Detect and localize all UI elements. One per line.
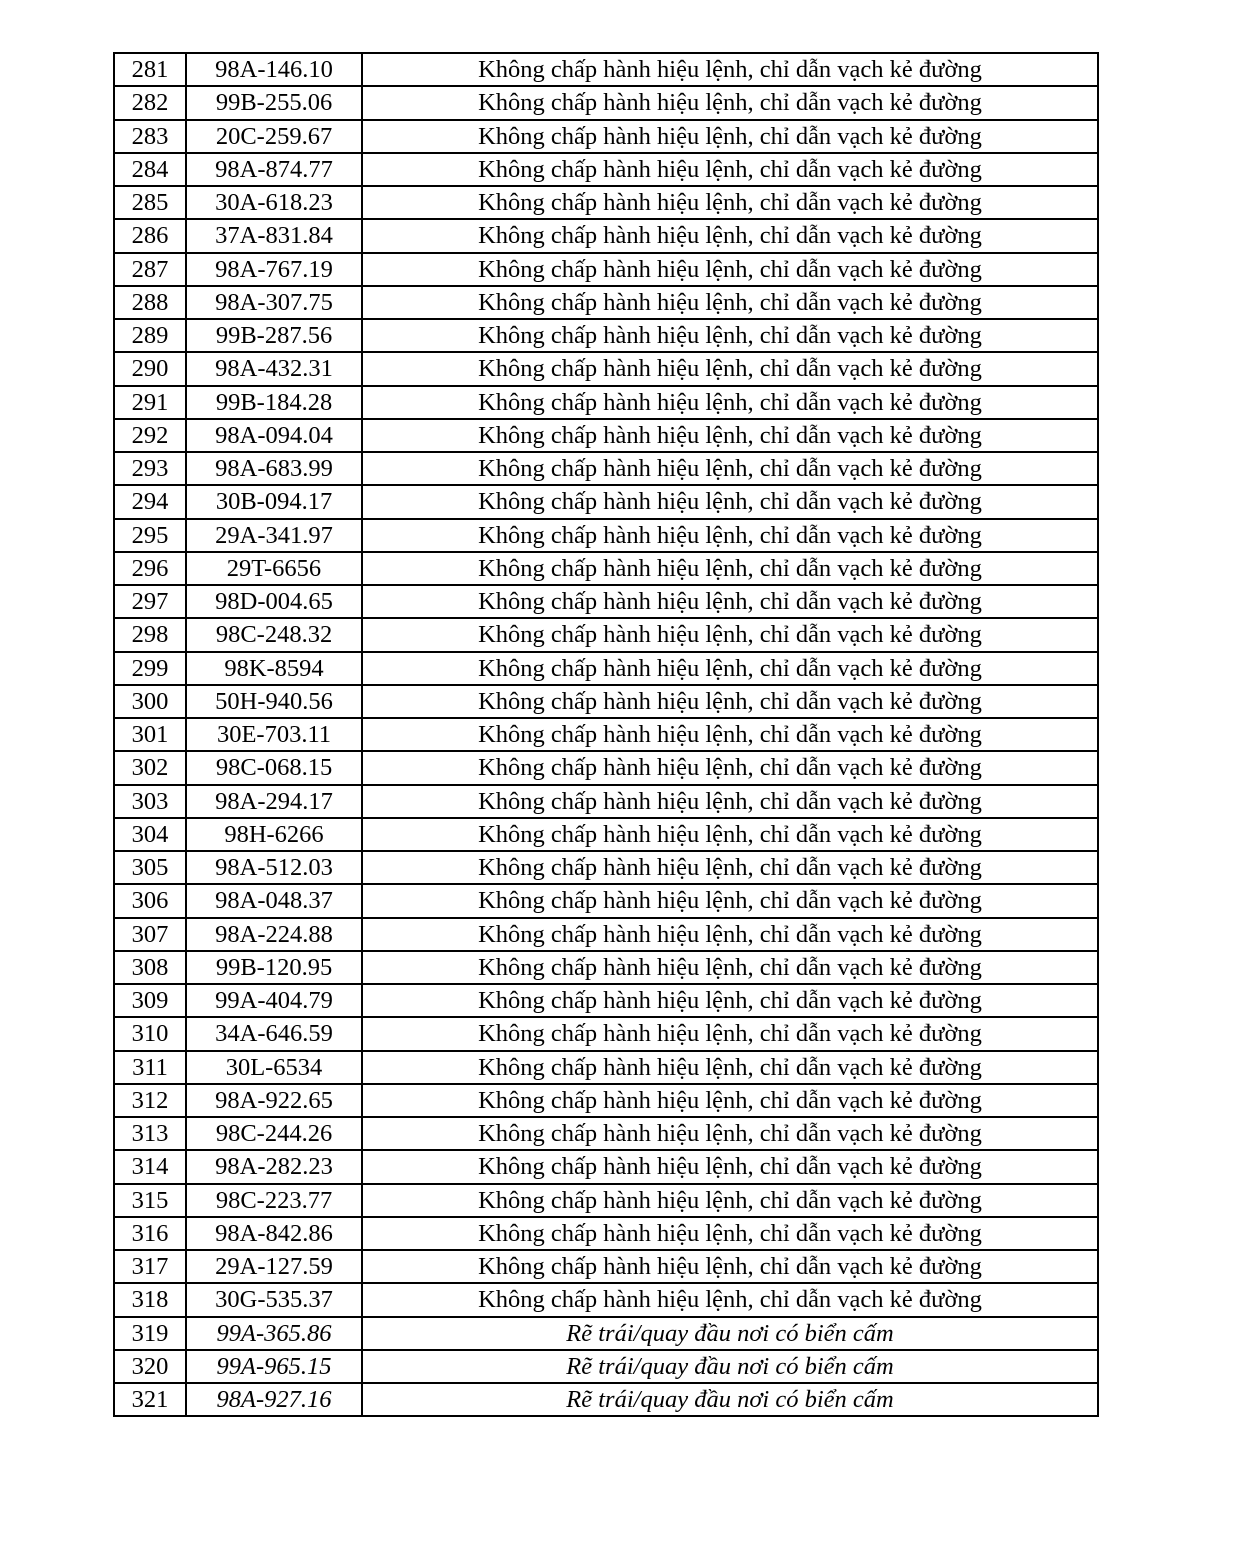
row-number-cell: 298 <box>114 618 186 651</box>
violation-cell: Không chấp hành hiệu lệnh, chỉ dẫn vạch kẻ đường <box>362 1217 1098 1250</box>
license-plate-cell: 50H-940.56 <box>186 685 362 718</box>
license-plate-cell: 20C-259.67 <box>186 120 362 153</box>
row-number-cell: 294 <box>114 485 186 518</box>
row-number-cell: 301 <box>114 718 186 751</box>
violation-cell: Rẽ trái/quay đầu nơi có biển cấm <box>362 1383 1098 1416</box>
row-number-cell: 309 <box>114 984 186 1017</box>
table-row <box>114 219 1098 252</box>
row-number-cell: 312 <box>114 1084 186 1117</box>
violation-cell: Không chấp hành hiệu lệnh, chỉ dẫn vạch kẻ đường <box>362 186 1098 219</box>
table-row <box>114 1350 1098 1383</box>
row-number-cell: 308 <box>114 951 186 984</box>
table-row <box>114 1117 1098 1150</box>
license-plate-cell: 98A-294.17 <box>186 785 362 818</box>
row-number-cell: 282 <box>114 86 186 119</box>
license-plate-cell: 99B-255.06 <box>186 86 362 119</box>
table-row <box>114 1250 1098 1283</box>
violation-cell: Không chấp hành hiệu lệnh, chỉ dẫn vạch kẻ đường <box>362 1117 1098 1150</box>
violation-cell: Không chấp hành hiệu lệnh, chỉ dẫn vạch kẻ đường <box>362 153 1098 186</box>
row-number-cell: 317 <box>114 1250 186 1283</box>
violation-cell: Không chấp hành hiệu lệnh, chỉ dẫn vạch kẻ đường <box>362 552 1098 585</box>
license-plate-cell: 30E-703.11 <box>186 718 362 751</box>
violation-cell: Rẽ trái/quay đầu nơi có biển cấm <box>362 1317 1098 1350</box>
license-plate-cell: 98A-282.23 <box>186 1150 362 1183</box>
row-number-cell: 296 <box>114 552 186 585</box>
violation-cell: Không chấp hành hiệu lệnh, chỉ dẫn vạch kẻ đường <box>362 253 1098 286</box>
row-number-cell: 315 <box>114 1184 186 1217</box>
violation-cell: Không chấp hành hiệu lệnh, chỉ dẫn vạch kẻ đường <box>362 918 1098 951</box>
table-row <box>114 53 1098 86</box>
row-number-cell: 302 <box>114 751 186 784</box>
table-row <box>114 452 1098 485</box>
table-row <box>114 186 1098 219</box>
row-number-cell: 316 <box>114 1217 186 1250</box>
license-plate-cell: 98A-432.31 <box>186 352 362 385</box>
row-number-cell: 304 <box>114 818 186 851</box>
table-row <box>114 785 1098 818</box>
violation-cell: Rẽ trái/quay đầu nơi có biển cấm <box>362 1350 1098 1383</box>
row-number-cell: 291 <box>114 386 186 419</box>
row-number-cell: 306 <box>114 884 186 917</box>
violation-cell: Không chấp hành hiệu lệnh, chỉ dẫn vạch kẻ đường <box>362 1150 1098 1183</box>
row-number-cell: 307 <box>114 918 186 951</box>
license-plate-cell: 98A-094.04 <box>186 419 362 452</box>
license-plate-cell: 98C-068.15 <box>186 751 362 784</box>
table-row <box>114 253 1098 286</box>
table-row <box>114 1317 1098 1350</box>
row-number-cell: 292 <box>114 419 186 452</box>
table-row <box>114 1150 1098 1183</box>
license-plate-cell: 99A-965.15 <box>186 1350 362 1383</box>
violation-cell: Không chấp hành hiệu lệnh, chỉ dẫn vạch kẻ đường <box>362 352 1098 385</box>
license-plate-cell: 30G-535.37 <box>186 1283 362 1316</box>
table-row <box>114 419 1098 452</box>
table-row <box>114 1217 1098 1250</box>
license-plate-cell: 98A-683.99 <box>186 452 362 485</box>
row-number-cell: 286 <box>114 219 186 252</box>
table-row <box>114 718 1098 751</box>
license-plate-cell: 98A-224.88 <box>186 918 362 951</box>
table-row <box>114 585 1098 618</box>
table-row <box>114 552 1098 585</box>
row-number-cell: 319 <box>114 1317 186 1350</box>
row-number-cell: 311 <box>114 1051 186 1084</box>
violation-cell: Không chấp hành hiệu lệnh, chỉ dẫn vạch kẻ đường <box>362 53 1098 86</box>
table-row <box>114 153 1098 186</box>
row-number-cell: 305 <box>114 851 186 884</box>
license-plate-cell: 34A-646.59 <box>186 1017 362 1050</box>
table-row <box>114 984 1098 1017</box>
license-plate-cell: 98H-6266 <box>186 818 362 851</box>
license-plate-cell: 29A-341.97 <box>186 519 362 552</box>
violation-cell: Không chấp hành hiệu lệnh, chỉ dẫn vạch kẻ đường <box>362 1250 1098 1283</box>
table-row <box>114 352 1098 385</box>
row-number-cell: 321 <box>114 1383 186 1416</box>
row-number-cell: 320 <box>114 1350 186 1383</box>
violation-cell: Không chấp hành hiệu lệnh, chỉ dẫn vạch kẻ đường <box>362 1084 1098 1117</box>
table-row <box>114 1283 1098 1316</box>
row-number-cell: 300 <box>114 685 186 718</box>
table-row <box>114 951 1098 984</box>
row-number-cell: 295 <box>114 519 186 552</box>
license-plate-cell: 99B-287.56 <box>186 319 362 352</box>
violation-cell: Không chấp hành hiệu lệnh, chỉ dẫn vạch kẻ đường <box>362 818 1098 851</box>
violation-cell: Không chấp hành hiệu lệnh, chỉ dẫn vạch kẻ đường <box>362 519 1098 552</box>
violations-table <box>113 52 1099 1417</box>
table-body <box>114 53 1098 1416</box>
license-plate-cell: 30A-618.23 <box>186 186 362 219</box>
license-plate-cell: 98C-244.26 <box>186 1117 362 1150</box>
row-number-cell: 313 <box>114 1117 186 1150</box>
violation-cell: Không chấp hành hiệu lệnh, chỉ dẫn vạch kẻ đường <box>362 618 1098 651</box>
row-number-cell: 284 <box>114 153 186 186</box>
row-number-cell: 287 <box>114 253 186 286</box>
table-row <box>114 485 1098 518</box>
row-number-cell: 288 <box>114 286 186 319</box>
table-row <box>114 851 1098 884</box>
violation-cell: Không chấp hành hiệu lệnh, chỉ dẫn vạch kẻ đường <box>362 785 1098 818</box>
violation-cell: Không chấp hành hiệu lệnh, chỉ dẫn vạch kẻ đường <box>362 1184 1098 1217</box>
row-number-cell: 293 <box>114 452 186 485</box>
row-number-cell: 303 <box>114 785 186 818</box>
violation-cell: Không chấp hành hiệu lệnh, chỉ dẫn vạch kẻ đường <box>362 851 1098 884</box>
table-row <box>114 1184 1098 1217</box>
license-plate-cell: 29T-6656 <box>186 552 362 585</box>
table-row <box>114 918 1098 951</box>
violation-cell: Không chấp hành hiệu lệnh, chỉ dẫn vạch kẻ đường <box>362 86 1098 119</box>
row-number-cell: 285 <box>114 186 186 219</box>
table-row <box>114 519 1098 552</box>
table-row <box>114 1084 1098 1117</box>
violation-cell: Không chấp hành hiệu lệnh, chỉ dẫn vạch kẻ đường <box>362 984 1098 1017</box>
license-plate-cell: 30L-6534 <box>186 1051 362 1084</box>
license-plate-cell: 98A-842.86 <box>186 1217 362 1250</box>
license-plate-cell: 99A-365.86 <box>186 1317 362 1350</box>
violation-cell: Không chấp hành hiệu lệnh, chỉ dẫn vạch kẻ đường <box>362 219 1098 252</box>
table-row <box>114 685 1098 718</box>
violation-cell: Không chấp hành hiệu lệnh, chỉ dẫn vạch kẻ đường <box>362 585 1098 618</box>
license-plate-cell: 98A-874.77 <box>186 153 362 186</box>
row-number-cell: 290 <box>114 352 186 385</box>
license-plate-cell: 98C-223.77 <box>186 1184 362 1217</box>
table-row <box>114 286 1098 319</box>
violation-cell: Không chấp hành hiệu lệnh, chỉ dẫn vạch kẻ đường <box>362 1283 1098 1316</box>
table-row <box>114 751 1098 784</box>
violation-cell: Không chấp hành hiệu lệnh, chỉ dẫn vạch kẻ đường <box>362 1017 1098 1050</box>
violation-cell: Không chấp hành hiệu lệnh, chỉ dẫn vạch kẻ đường <box>362 685 1098 718</box>
license-plate-cell: 98A-146.10 <box>186 53 362 86</box>
table-row <box>114 120 1098 153</box>
license-plate-cell: 98K-8594 <box>186 652 362 685</box>
table-row <box>114 319 1098 352</box>
violation-cell: Không chấp hành hiệu lệnh, chỉ dẫn vạch kẻ đường <box>362 286 1098 319</box>
table-row <box>114 884 1098 917</box>
row-number-cell: 310 <box>114 1017 186 1050</box>
table-row <box>114 1051 1098 1084</box>
table-row <box>114 86 1098 119</box>
table-row <box>114 618 1098 651</box>
license-plate-cell: 98A-922.65 <box>186 1084 362 1117</box>
violation-cell: Không chấp hành hiệu lệnh, chỉ dẫn vạch kẻ đường <box>362 120 1098 153</box>
table-row <box>114 818 1098 851</box>
license-plate-cell: 98A-767.19 <box>186 253 362 286</box>
license-plate-cell: 99B-184.28 <box>186 386 362 419</box>
violation-cell: Không chấp hành hiệu lệnh, chỉ dẫn vạch kẻ đường <box>362 1051 1098 1084</box>
license-plate-cell: 99B-120.95 <box>186 951 362 984</box>
license-plate-cell: 98D-004.65 <box>186 585 362 618</box>
violation-cell: Không chấp hành hiệu lệnh, chỉ dẫn vạch kẻ đường <box>362 319 1098 352</box>
violation-cell: Không chấp hành hiệu lệnh, chỉ dẫn vạch kẻ đường <box>362 452 1098 485</box>
row-number-cell: 297 <box>114 585 186 618</box>
violation-cell: Không chấp hành hiệu lệnh, chỉ dẫn vạch kẻ đường <box>362 485 1098 518</box>
violation-cell: Không chấp hành hiệu lệnh, chỉ dẫn vạch kẻ đường <box>362 884 1098 917</box>
license-plate-cell: 30B-094.17 <box>186 485 362 518</box>
license-plate-cell: 98A-927.16 <box>186 1383 362 1416</box>
row-number-cell: 299 <box>114 652 186 685</box>
table-row <box>114 386 1098 419</box>
violation-cell: Không chấp hành hiệu lệnh, chỉ dẫn vạch kẻ đường <box>362 751 1098 784</box>
violation-cell: Không chấp hành hiệu lệnh, chỉ dẫn vạch kẻ đường <box>362 718 1098 751</box>
violation-cell: Không chấp hành hiệu lệnh, chỉ dẫn vạch kẻ đường <box>362 652 1098 685</box>
row-number-cell: 314 <box>114 1150 186 1183</box>
license-plate-cell: 98A-048.37 <box>186 884 362 917</box>
license-plate-cell: 98C-248.32 <box>186 618 362 651</box>
license-plate-cell: 37A-831.84 <box>186 219 362 252</box>
table-row <box>114 1383 1098 1416</box>
row-number-cell: 281 <box>114 53 186 86</box>
license-plate-cell: 99A-404.79 <box>186 984 362 1017</box>
row-number-cell: 318 <box>114 1283 186 1316</box>
row-number-cell: 289 <box>114 319 186 352</box>
table-row <box>114 1017 1098 1050</box>
license-plate-cell: 29A-127.59 <box>186 1250 362 1283</box>
violation-cell: Không chấp hành hiệu lệnh, chỉ dẫn vạch kẻ đường <box>362 951 1098 984</box>
violation-cell: Không chấp hành hiệu lệnh, chỉ dẫn vạch kẻ đường <box>362 419 1098 452</box>
license-plate-cell: 98A-512.03 <box>186 851 362 884</box>
license-plate-cell: 98A-307.75 <box>186 286 362 319</box>
row-number-cell: 283 <box>114 120 186 153</box>
table-row <box>114 652 1098 685</box>
violation-cell: Không chấp hành hiệu lệnh, chỉ dẫn vạch kẻ đường <box>362 386 1098 419</box>
